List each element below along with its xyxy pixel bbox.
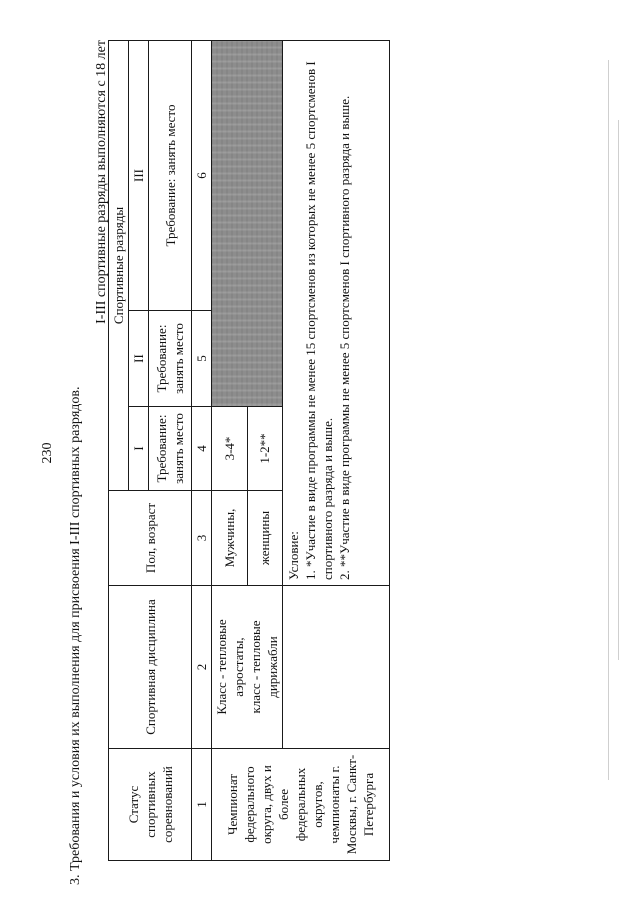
requirements-table [108,40,390,861]
header-discipline: Спортивная дисциплина [109,586,192,749]
cell-place-1: 3-4* [212,407,248,491]
header-rank-iii: III [129,41,149,311]
age-note: I-III спортивные разряды выполняются с 18 лет [94,40,109,324]
header-row-1 [109,41,129,861]
scan-artifact-line [618,120,619,660]
section-heading: 3. Требования и условия их выполнения для присвоения I-III спортивных разрядов. [68,386,83,885]
header-rank-ii: II [129,311,149,407]
cell-discipline-empty [283,586,390,749]
header-req-ii: Требование: занять место [149,311,192,407]
cell-status: Чемпионат федерального округа, двух и более федеральных округов, чемпионаты г. Москвы, г. Санкт-Петербурга [212,749,390,861]
conditions-title: Условие: [286,531,301,580]
conditions-row [283,41,390,861]
column-number: 1 [192,749,212,861]
cell-gender-women: женщины [247,491,283,586]
condition-item-2: 2. **Участие в виде программы не менее 5 спортсменов I спортивного разряда и выше. [337,95,352,580]
discipline-line-2: класс - тепловые дирижабли [248,620,280,714]
column-number-row [192,41,212,861]
header-gender-age: Пол, возраст [109,491,192,586]
scan-artifact-line [608,60,609,780]
column-number: 5 [192,311,212,407]
header-req-iii: Требование: занять место [149,41,192,311]
rotated-document-page [40,25,376,885]
column-number: 6 [192,41,212,311]
cell-discipline [212,586,283,749]
header-rank-i: I [129,407,149,491]
column-number: 2 [192,586,212,749]
column-number: 4 [192,407,212,491]
discipline-line-1: Класс - тепловые аэростаты, [214,619,246,715]
data-row-men [212,41,248,861]
column-number: 3 [192,491,212,586]
cell-gender-men: Мужчины, [212,491,248,586]
shaded-empty-cell [212,41,283,407]
page-number: 230 [40,442,55,464]
header-status: Статус спортивных соревнований [109,749,192,861]
conditions-cell [283,41,390,586]
header-req-i: Требование: занять место [149,407,192,491]
condition-item-1: 1. *Участие в виде программы не менее 15 спортсменов из которых не менее 5 спортсменов I спортивного разряда и выше. [303,61,335,580]
header-ranks-group: Спортивные разряды [109,41,129,491]
cell-place-2: 1-2** [247,407,283,491]
